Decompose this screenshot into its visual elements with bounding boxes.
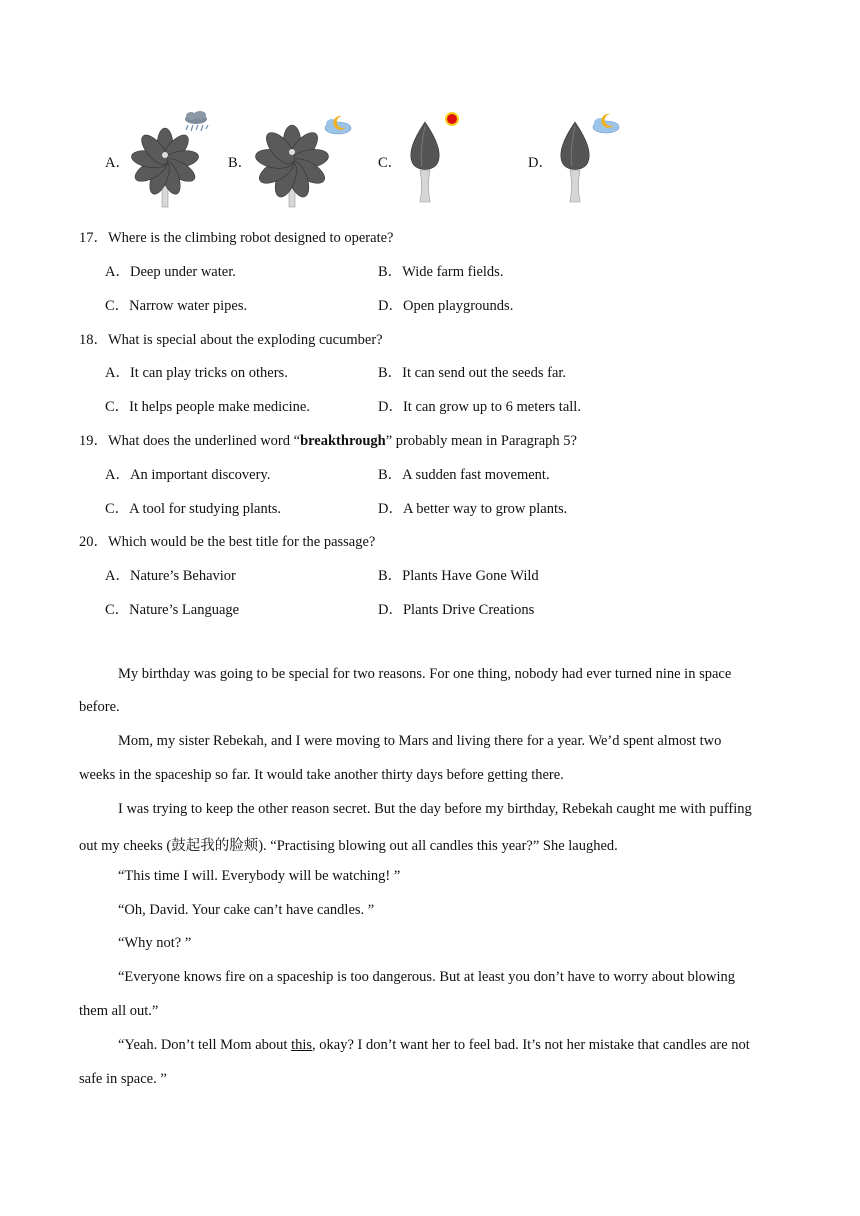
- passage-p1-line1: My birthday was going to be special for two reasons. For one thing, nobody had ever turned nine in space: [118, 666, 732, 682]
- open-flower-icon: [130, 128, 200, 207]
- passage-p8-end: , okay? I don’t want her to feel bad. It’s not her mistake that candles are not: [312, 1037, 750, 1053]
- question-17-option-a[interactable]: A．Deep under water.: [105, 264, 236, 280]
- option-a-label: A．: [105, 155, 130, 171]
- question-19-stem: [79, 429, 577, 450]
- passage-p8-start: “Yeah. Don’t tell Mom about: [118, 1037, 292, 1053]
- option-d-label: D．: [528, 155, 553, 171]
- moon-cloud-icon: [325, 116, 351, 134]
- question-19-stem-end: ” probably mean in Paragraph 5?: [385, 433, 577, 449]
- question-19-stem-start: 19．What does the underlined word “: [79, 433, 301, 449]
- question-19-keyword: breakthrough: [300, 433, 386, 449]
- closed-bud-icon: [561, 122, 589, 202]
- question-19-option-c[interactable]: C．A tool for studying plants.: [105, 501, 282, 517]
- option-b-picture: [250, 110, 360, 208]
- question-17-option-b[interactable]: B．Wide farm fields.: [378, 264, 504, 280]
- passage-p8-line2: safe in space. ”: [79, 1071, 167, 1087]
- option-d-picture: [550, 108, 625, 206]
- question-18-option-b[interactable]: B．It can send out the seeds far.: [378, 365, 567, 381]
- passage-p4: “This time I will. Everybody will be watching! ”: [118, 868, 401, 884]
- passage-p1-line2: before.: [79, 699, 120, 715]
- question-18-option-a[interactable]: A．It can play tricks on others.: [105, 365, 288, 381]
- question-19-option-d[interactable]: D．A better way to grow plants.: [378, 501, 568, 517]
- question-17-option-c[interactable]: C．Narrow water pipes.: [105, 298, 248, 314]
- passage-p7-line1: “Everyone knows fire on a spaceship is too dangerous. But at least you don’t have to worry about blowing: [118, 969, 736, 985]
- moon-cloud-icon: [593, 114, 619, 133]
- closed-bud-icon: [411, 122, 439, 202]
- passage-p6: “Why not? ”: [118, 935, 192, 951]
- passage-p3-line1: I was trying to keep the other reason secret. But the day before my birthday, Rebekah caught me with puffing: [118, 801, 752, 817]
- question-20-option-c[interactable]: C．Nature’s Language: [105, 602, 240, 618]
- option-c-label: C．: [378, 155, 403, 171]
- question-19-option-b[interactable]: B．A sudden fast movement.: [378, 467, 550, 483]
- passage-p7-line2: them all out.”: [79, 1003, 159, 1019]
- question-20-option-a[interactable]: A．Nature’s Behavior: [105, 568, 236, 584]
- passage-p5: “Oh, David. Your cake can’t have candles. ”: [118, 902, 375, 918]
- open-flower-icon: [254, 125, 330, 207]
- option-c-picture: [400, 108, 470, 206]
- option-b-label: B．: [228, 155, 253, 171]
- rain-cloud-icon: [185, 111, 208, 131]
- passage-p8-line1: [118, 1037, 750, 1054]
- question-20-option-d[interactable]: D．Plants Drive Creations: [378, 602, 535, 618]
- question-18-option-d[interactable]: D．It can grow up to 6 meters tall.: [378, 399, 581, 415]
- passage-p2-line2: weeks in the spaceship so far. It would take another thirty days before getting there.: [79, 767, 564, 783]
- passage-p2-line1: Mom, my sister Rebekah, and I were moving to Mars and living there for a year. We’d spent almost two: [118, 733, 722, 749]
- passage-p3-line2: out my cheeks (鼓起我的脸颊). “Practising blowing out all candles this year?” She laughed.: [79, 838, 618, 854]
- question-17-stem: 17．Where is the climbing robot designed to operate?: [79, 230, 394, 246]
- question-20-stem: 20．Which would be the best title for the passage?: [79, 534, 376, 550]
- question-20-option-b[interactable]: B．Plants Have Gone Wild: [378, 568, 539, 584]
- question-17-option-d[interactable]: D．Open playgrounds.: [378, 298, 514, 314]
- question-18-option-c[interactable]: C．It helps people make medicine.: [105, 399, 310, 415]
- underlined-word: this: [291, 1037, 313, 1053]
- option-a-picture: [128, 110, 213, 208]
- question-18-stem: 18．What is special about the exploding cucumber?: [79, 332, 383, 348]
- question-19-option-a[interactable]: A．An important discovery.: [105, 467, 271, 483]
- sun-icon: [445, 112, 459, 126]
